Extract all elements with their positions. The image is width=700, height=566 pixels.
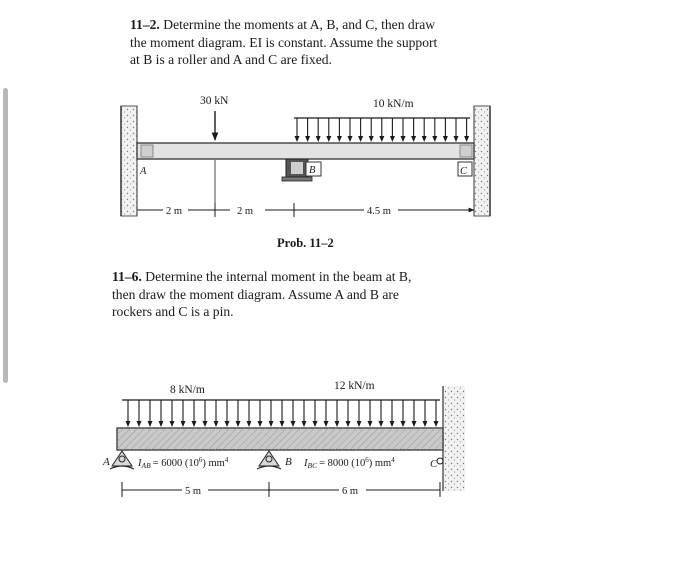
- dimension-label: 5 m: [185, 486, 202, 497]
- rocker-support-b: [259, 451, 279, 466]
- label-b: B: [285, 456, 292, 468]
- label-c: C: [430, 458, 438, 470]
- load-arrow-head: [324, 421, 329, 427]
- load-arrow-head: [422, 136, 427, 142]
- problem-line: then draw the moment diagram. Assume A and B are: [112, 286, 399, 302]
- load-arrow-head: [302, 421, 307, 427]
- load-arrow-head: [137, 421, 142, 427]
- label-b: B: [309, 165, 316, 176]
- beam: [137, 143, 474, 159]
- problem-line: Determine the internal moment in the beam at B,: [145, 269, 412, 284]
- load-arrow-head: [348, 136, 353, 142]
- load-arrow-head: [379, 136, 384, 142]
- dimension-label: 4.5 m: [367, 206, 391, 217]
- label-a: A: [103, 456, 110, 468]
- load-arrow-head: [126, 421, 131, 427]
- load-arrow-head: [401, 421, 406, 427]
- load-right-label: 12 kN/m: [334, 380, 375, 392]
- load-arrow-head: [357, 421, 362, 427]
- load-arrow-head: [337, 136, 342, 142]
- pin-support-c: [437, 458, 443, 464]
- dimension-label: 2 m: [166, 206, 183, 217]
- load-arrow-head: [326, 136, 331, 142]
- load-arrow-head: [423, 421, 428, 427]
- load-arrow-head: [159, 421, 164, 427]
- label-c: C: [460, 166, 468, 177]
- problem-line: rockers and C is a pin.: [112, 304, 234, 319]
- inertia-ab-label: IAB = 6000 $(10^6)$ $mm^4$: [138, 456, 229, 470]
- load-arrow-head: [181, 421, 186, 427]
- load-arrow-head: [148, 421, 153, 427]
- load-arrow-head: [368, 421, 373, 427]
- load-arrow-head: [411, 136, 416, 142]
- load-arrow-head: [269, 421, 274, 427]
- rocker-support-a: [112, 451, 132, 466]
- figure-prob-11-2: [121, 95, 490, 217]
- fixed-wall-a: [121, 106, 137, 216]
- inertia-bc-label: IBC = 8000 $(10^6)$ $mm^4$: [304, 456, 395, 470]
- load-arrow-head: [295, 136, 300, 142]
- load-arrow-head: [335, 421, 340, 427]
- distributed-load-arrows: [295, 118, 470, 142]
- load-arrow-head: [247, 421, 252, 427]
- load-arrow-head: [358, 136, 363, 142]
- load-arrow-head: [369, 136, 374, 142]
- load-arrow-head: [291, 421, 296, 427]
- dimension-label: 6 m: [342, 486, 359, 497]
- load-arrow-head: [305, 136, 310, 142]
- dimension-line: [122, 482, 440, 497]
- problem-number: 11–2.: [130, 17, 160, 32]
- load-arrow-head: [192, 421, 197, 427]
- load-arrow-head: [258, 421, 263, 427]
- load-arrow-head: [412, 421, 417, 427]
- load-arrow-head: [401, 136, 406, 142]
- load-arrow-head: [170, 421, 175, 427]
- load-arrow-head: [432, 136, 437, 142]
- problem-line: Determine the moments at A, B, and C, then draw: [163, 17, 436, 32]
- label-a: A: [140, 166, 147, 177]
- distributed-load-arrows: [126, 400, 439, 427]
- load-arrow-head: [390, 136, 395, 142]
- load-arrow-head: [203, 421, 208, 427]
- load-arrow-head: [434, 421, 439, 427]
- figure-caption: Prob. 11–2: [277, 236, 334, 250]
- point-load-label: 30 kN: [200, 95, 229, 107]
- load-arrow-head: [280, 421, 285, 427]
- load-arrow-head: [379, 421, 384, 427]
- load-left-label: 8 kN/m: [170, 384, 205, 396]
- problem-line: at B is a roller and A and C are fixed.: [130, 52, 332, 67]
- load-arrow-head: [443, 136, 448, 142]
- load-arrow-head: [346, 421, 351, 427]
- load-arrow-head: [464, 136, 469, 142]
- figure-prob-11-6: [102, 380, 465, 497]
- load-arrow-head: [313, 421, 318, 427]
- load-arrow-head: [316, 136, 321, 142]
- dimension-label: 2 m: [237, 206, 254, 217]
- wall-c: [443, 386, 465, 491]
- load-arrow-head: [225, 421, 230, 427]
- load-arrow-head: [454, 136, 459, 142]
- load-arrow-head: [214, 421, 219, 427]
- problem-line: the moment diagram. EI is constant. Assume the support: [130, 34, 438, 50]
- distributed-load-label: 10 kN/m: [373, 98, 414, 110]
- load-arrow-head: [390, 421, 395, 427]
- fixed-wall-c: [474, 106, 490, 216]
- load-arrow-head: [236, 421, 241, 427]
- problem-number: 11–6.: [112, 269, 142, 284]
